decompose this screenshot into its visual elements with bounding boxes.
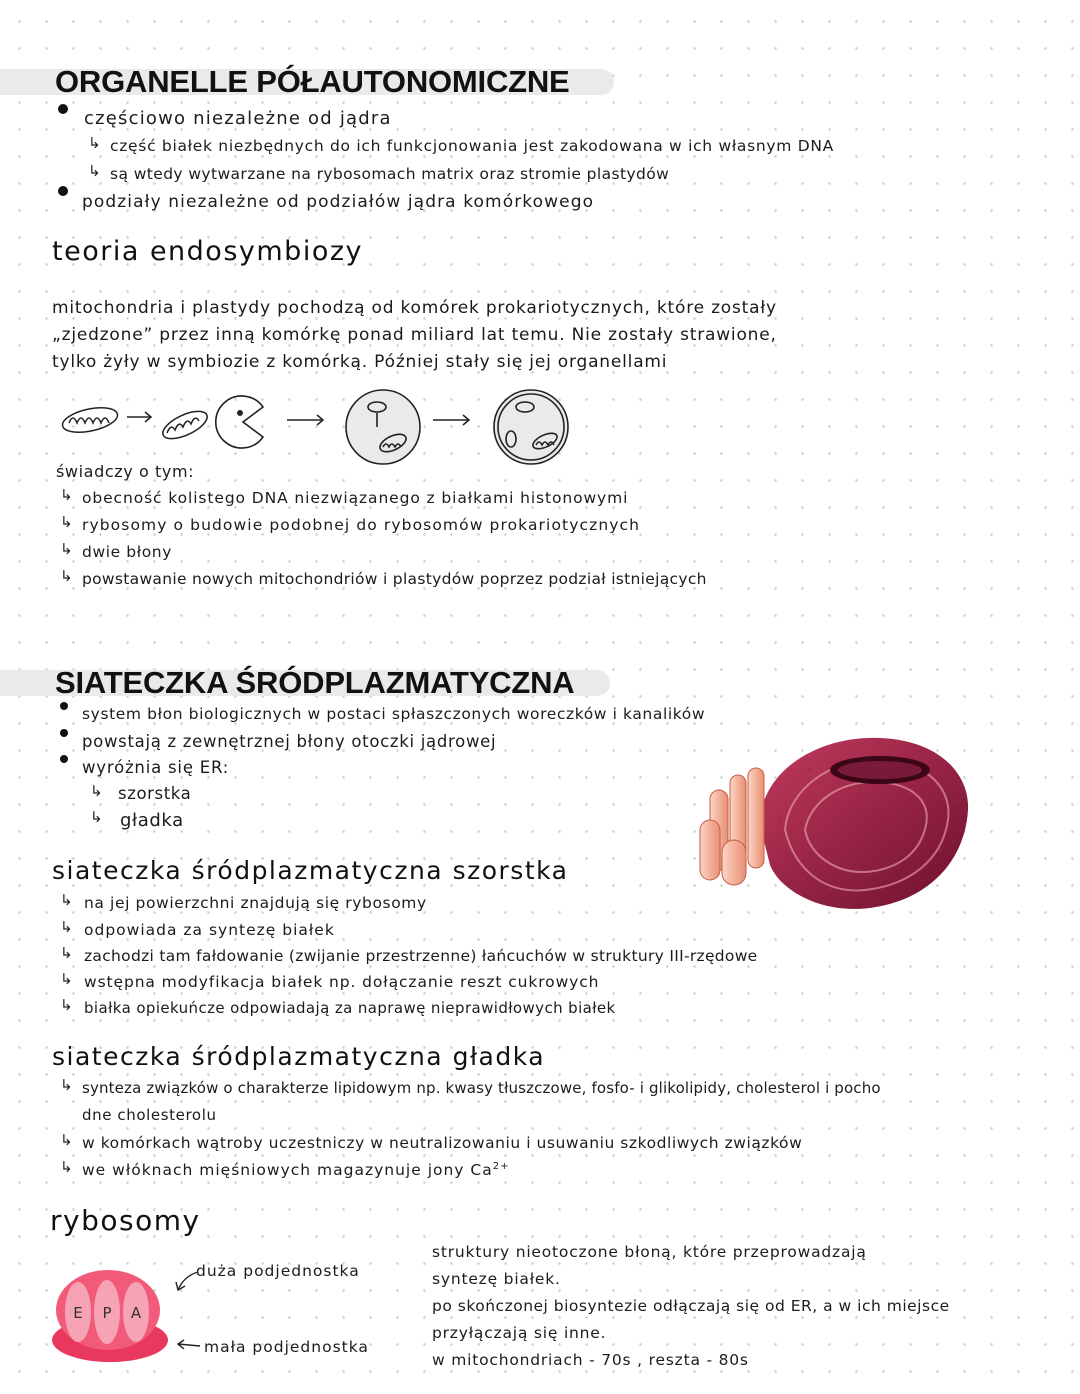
organelle-bullet-1: częściowo niezależne od jądra	[84, 108, 392, 129]
er-type-smooth: gładka	[120, 810, 184, 831]
arrow-icon	[127, 412, 151, 422]
endosymbioza-paragraph	[52, 295, 777, 376]
arrow-icon: ↳	[60, 1131, 73, 1149]
er-type-rough: szorstka	[118, 784, 192, 803]
arrow-icon: ↳	[60, 540, 73, 558]
ribosome-desc-1: struktury nieotoczone błoną, które przeprowadzają	[432, 1243, 867, 1261]
ribosome-desc-3: po skończonej biosyntezie odłączają się od ER, a w ich miejsce	[432, 1297, 950, 1315]
section-title-siateczka: SIATECZKA ŚRÓDPLAZMATYCZNA	[55, 665, 575, 700]
arrow-icon	[287, 415, 323, 425]
ribosome-diagram	[50, 1262, 175, 1368]
arrow-icon: ↳	[60, 567, 73, 585]
endo-line-1: mitochondria i plastydy pochodzą od komórek prokariotycznych, które zostały	[52, 298, 777, 318]
rough-item-2: odpowiada za syntezę białek	[84, 921, 335, 939]
eukaryotic-cell-icon	[494, 390, 568, 464]
arrow-icon: ↳	[60, 1076, 73, 1094]
arrow-icon: ↳	[60, 1158, 73, 1176]
ribosome-desc-2: syntezę białek.	[432, 1270, 561, 1288]
arrow-icon: ↳	[60, 486, 73, 504]
site-p: P	[102, 1304, 112, 1322]
siateczka-bullet-2: powstają z zewnętrznej błony otoczki jądrowej	[82, 732, 497, 751]
rough-item-1: na jej powierzchni znajdują się rybosomy	[84, 894, 427, 912]
arrow-icon: ↳	[60, 918, 73, 936]
evidence-item-4: powstawanie nowych mitochondriów i plastydów poprzez podział istniejących	[82, 570, 707, 588]
large-subunit-label: duża podjednostka	[196, 1262, 360, 1280]
calcium-charge: 2+	[492, 1161, 510, 1172]
rough-item-4: wstępna modyfikacja białek np. dołączanie reszt cukrowych	[84, 973, 600, 991]
arrow-icon: ↳	[90, 782, 103, 800]
site-e: E	[73, 1304, 83, 1322]
bacterium-icon	[60, 403, 119, 436]
bullet-dot	[58, 186, 68, 196]
arrow-icon: ↳	[88, 134, 101, 152]
evidence-title: świadczy o tym:	[56, 462, 195, 481]
arrow-icon: ↳	[90, 808, 103, 826]
evidence-item-1: obecność kolistego DNA niezwiązanego z białkami histonowymi	[82, 489, 629, 507]
evidence-item-3: dwie błony	[82, 543, 173, 561]
small-subunit-label: mała podjednostka	[204, 1338, 369, 1356]
smooth-item-3-text: we włóknach mięśniowych magazynuje jony Ca	[82, 1161, 493, 1180]
arrow-icon: ↳	[88, 162, 101, 180]
arrow-icon	[433, 415, 469, 425]
smooth-er-title: siateczka śródplazmatyczna gładka	[52, 1042, 546, 1071]
er-illustration	[690, 730, 980, 915]
siateczka-bullet-1: system błon biologicznych w postaci spłaszczonych woreczków i kanalików	[82, 705, 706, 723]
bullet-dot	[60, 729, 68, 737]
smooth-item-1b: dne cholesterolu	[82, 1106, 217, 1124]
bullet-dot	[58, 104, 68, 114]
endo-line-2: „zjedzone” przez inną komórkę ponad miliard lat temu. Nie zostały strawione,	[52, 325, 777, 345]
ribosome-desc-4: przyłączają się inne.	[432, 1324, 607, 1342]
arrow-icon: ↳	[60, 970, 73, 988]
organelle-sub-1: część białek niezbędnych do ich funkcjonowania jest zakodowana w ich własnym DNA	[110, 137, 834, 155]
rough-er-title: siateczka śródplazmatyczna szorstka	[52, 856, 569, 885]
organelle-sub-2: są wtedy wytwarzane na rybosomach matrix oraz stromie plastydów	[110, 165, 670, 183]
engulfing-cell-icon	[216, 396, 263, 448]
arrow-icon: ↳	[60, 996, 73, 1014]
endo-line-3: tylko żyły w symbiozie z komórką. Później stały się jej organellami	[52, 352, 668, 372]
rough-item-5: białka opiekuńcze odpowiadają za naprawę nieprawidłowych białek	[84, 999, 616, 1017]
section-title-endosymbioza: teoria endosymbiozy	[52, 236, 363, 267]
rough-item-3: zachodzi tam fałdowanie (zwijanie przestrzenne) łańcuchów w struktury III-rzędowe	[84, 947, 758, 965]
smooth-item-2: w komórkach wątroby uczestniczy w neutralizowaniu i usuwaniu szkodliwych związków	[82, 1134, 803, 1152]
evidence-item-2: rybosomy o budowie podobnej do rybosomów prokariotycznych	[82, 516, 641, 534]
smooth-item-1a: synteza związków o charakterze lipidowym np. kwasy tłuszczowe, fosfo- i glikolipidy, cholesterol i pocho	[82, 1079, 881, 1097]
bullet-dot	[60, 702, 68, 710]
ribosomes-title: rybosomy	[50, 1204, 201, 1237]
smooth-item-3	[82, 1161, 509, 1179]
endosymbiosis-diagram	[55, 385, 585, 470]
siateczka-bullet-3: wyróżnia się ER:	[82, 758, 230, 777]
bullet-dot	[60, 755, 68, 763]
arrow-icon: ↳	[60, 944, 73, 962]
ribosome-desc-5: w mitochondriach - 70s , reszta - 80s	[432, 1351, 749, 1369]
site-a: A	[130, 1304, 142, 1322]
arrow-icon: ↳	[60, 513, 73, 531]
section-title-organelle: ORGANELLE PÓŁAUTONOMICZNE	[55, 64, 570, 99]
cell-with-organelle-icon	[346, 390, 420, 464]
organelle-bullet-2: podziały niezależne od podziałów jądra komórkowego	[82, 192, 595, 212]
arrow-icon: ↳	[60, 891, 73, 909]
bacterium-icon	[159, 406, 211, 444]
